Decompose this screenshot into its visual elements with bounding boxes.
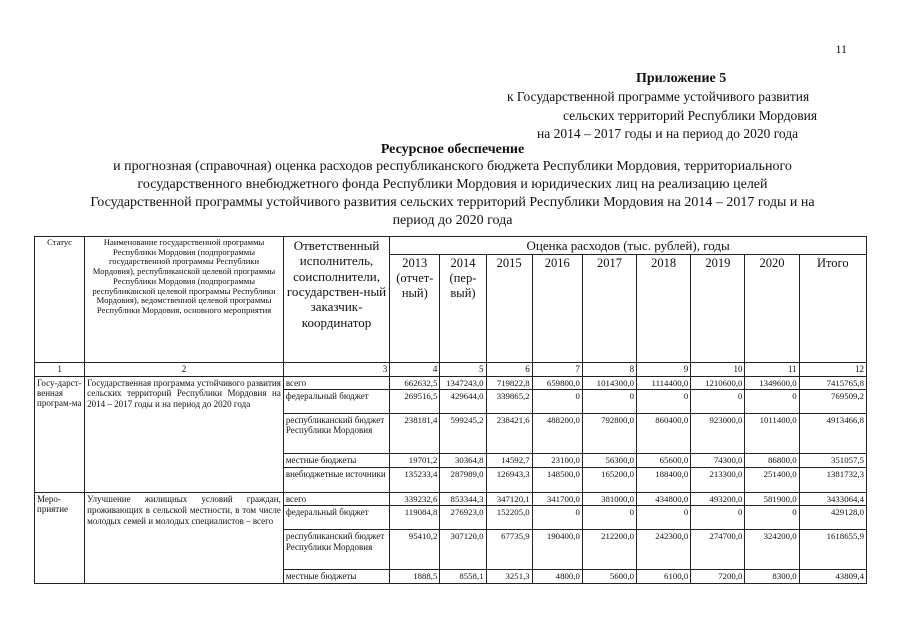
- header-year-2014: 2014 (пер-вый): [440, 255, 486, 363]
- heading-line-4: период до 2020 года: [392, 213, 513, 228]
- value-cell: 662632,5: [390, 376, 440, 389]
- column-number: 2: [85, 363, 284, 376]
- row-status: Госу-дарст-венная програм-ма: [35, 376, 85, 492]
- funding-source: всего: [283, 493, 389, 506]
- column-number: 11: [745, 363, 799, 376]
- header-total: Итого: [799, 255, 866, 363]
- table-row: [35, 493, 867, 506]
- value-cell: 0: [532, 506, 582, 530]
- value-cell: 74300,0: [691, 454, 745, 468]
- header-year-2015: 2015: [486, 255, 532, 363]
- resource-table: [34, 236, 867, 584]
- column-number: 3: [283, 363, 389, 376]
- value-cell: 0: [582, 390, 636, 414]
- value-cell: 488200,0: [532, 414, 582, 454]
- row-program-name: Улучшение жилищных условий граждан, проживающих в сельской местности, в том числе молодых семей и молодых специалистов – всего: [85, 493, 284, 584]
- value-cell: 86800,0: [745, 454, 799, 468]
- value-cell: 1381732,3: [799, 468, 866, 493]
- column-number: 7: [532, 363, 582, 376]
- value-cell: 135233,4: [390, 468, 440, 493]
- column-number: 12: [799, 363, 866, 376]
- value-cell: 212200,0: [582, 530, 636, 570]
- value-cell: 339232,6: [390, 493, 440, 506]
- column-number: 6: [486, 363, 532, 376]
- page-number: 11: [835, 42, 847, 56]
- value-cell: 1210600,0: [691, 376, 745, 389]
- value-cell: 429128,0: [799, 506, 866, 530]
- funding-source: местные бюджеты: [283, 454, 389, 468]
- value-cell: 0: [745, 390, 799, 414]
- value-cell: 165200,0: [582, 468, 636, 493]
- value-cell: 242300,0: [637, 530, 691, 570]
- row-status: Меро-приятие: [35, 493, 85, 584]
- value-cell: 7200,0: [691, 570, 745, 584]
- value-cell: 5600,0: [582, 570, 636, 584]
- value-cell: 67735,9: [486, 530, 532, 570]
- value-cell: 307120,0: [440, 530, 486, 570]
- value-cell: 19701,2: [390, 454, 440, 468]
- value-cell: 659800,0: [532, 376, 582, 389]
- value-cell: 152205,0: [486, 506, 532, 530]
- value-cell: 339865,2: [486, 390, 532, 414]
- value-cell: 581900,0: [745, 493, 799, 506]
- value-cell: 7415765,8: [799, 376, 866, 389]
- annex-title: Приложение 5: [636, 71, 727, 86]
- header-expense-estimate: Оценка расходов (тыс. рублей), годы: [390, 237, 867, 255]
- value-cell: 1888,5: [390, 570, 440, 584]
- value-cell: 276923,0: [440, 506, 486, 530]
- value-cell: 238181,4: [390, 414, 440, 454]
- value-cell: 3251,3: [486, 570, 532, 584]
- heading-line-1: и прогнозная (справочная) оценка расходов республиканского бюджета Республики Мордовия, территориального: [113, 159, 792, 174]
- value-cell: 493200,0: [691, 493, 745, 506]
- value-cell: 792800,0: [582, 414, 636, 454]
- value-cell: 1114400,0: [637, 376, 691, 389]
- value-cell: 238421,6: [486, 414, 532, 454]
- value-cell: 0: [637, 506, 691, 530]
- value-cell: 347120,1: [486, 493, 532, 506]
- annex-line-3: на 2014 – 2017 годы и на период до 2020 года: [537, 126, 799, 141]
- value-cell: 126943,3: [486, 468, 532, 493]
- value-cell: 351057,5: [799, 454, 866, 468]
- value-cell: 341700,0: [532, 493, 582, 506]
- value-cell: 324200,0: [745, 530, 799, 570]
- funding-source: республиканский бюджет Республики Мордовия: [283, 530, 389, 570]
- value-cell: 95410,2: [390, 530, 440, 570]
- column-number: 1: [35, 363, 85, 376]
- row-program-name: Государственная программа устойчивого развития сельских территорий Республики Мордовия на 2014 – 2017 годы и на период до 2020 года: [85, 376, 284, 492]
- value-cell: 4800,0: [532, 570, 582, 584]
- funding-source: федеральный бюджет: [283, 390, 389, 414]
- column-number: 9: [637, 363, 691, 376]
- value-cell: 8558,1: [440, 570, 486, 584]
- header-responsible: Ответственный исполнитель, соисполнители, государствен-ный заказчик-координатор: [283, 237, 389, 363]
- value-cell: 14592,7: [486, 454, 532, 468]
- value-cell: 3433064,4: [799, 493, 866, 506]
- value-cell: 0: [532, 390, 582, 414]
- heading-line-2: государственного внебюджетного фонда Республики Мордовия и юридических лиц на реализацию целей: [137, 177, 768, 192]
- value-cell: 599245,2: [440, 414, 486, 454]
- value-cell: 190400,0: [532, 530, 582, 570]
- document-heading: Ресурсное обеспечение: [380, 142, 525, 157]
- value-cell: 269516,5: [390, 390, 440, 414]
- value-cell: 0: [637, 390, 691, 414]
- value-cell: 56300,0: [582, 454, 636, 468]
- column-number: 5: [440, 363, 486, 376]
- value-cell: 1349600,0: [745, 376, 799, 389]
- value-cell: 0: [745, 506, 799, 530]
- header-year-2019: 2019: [691, 255, 745, 363]
- value-cell: 274700,0: [691, 530, 745, 570]
- value-cell: 4913466,8: [799, 414, 866, 454]
- value-cell: 6100,0: [637, 570, 691, 584]
- header-year-2020: 2020: [745, 255, 799, 363]
- funding-source: внебюджетные источники: [283, 468, 389, 493]
- value-cell: 188400,0: [637, 468, 691, 493]
- value-cell: 0: [691, 390, 745, 414]
- value-cell: 1618655,9: [799, 530, 866, 570]
- value-cell: 1011400,0: [745, 414, 799, 454]
- annex-line-2: сельских территорий Республики Мордовия: [563, 108, 818, 123]
- value-cell: 119084,8: [390, 506, 440, 530]
- value-cell: 0: [582, 506, 636, 530]
- table-row: [35, 376, 867, 389]
- value-cell: 381000,0: [582, 493, 636, 506]
- header-year-2013: 2013 (отчет-ный): [390, 255, 440, 363]
- value-cell: 43809,4: [799, 570, 866, 584]
- value-cell: 251400,0: [745, 468, 799, 493]
- funding-source: федеральный бюджет: [283, 506, 389, 530]
- value-cell: 1014300,0: [582, 376, 636, 389]
- value-cell: 860400,0: [637, 414, 691, 454]
- header-status: Статус: [35, 237, 85, 363]
- header-year-2018: 2018: [637, 255, 691, 363]
- value-cell: 287989,0: [440, 468, 486, 493]
- value-cell: 719822,8: [486, 376, 532, 389]
- value-cell: 434800,0: [637, 493, 691, 506]
- header-year-2016: 2016: [532, 255, 582, 363]
- value-cell: 429644,0: [440, 390, 486, 414]
- header-year-2017: 2017: [582, 255, 636, 363]
- column-number: 10: [691, 363, 745, 376]
- value-cell: 213300,0: [691, 468, 745, 493]
- value-cell: 853344,3: [440, 493, 486, 506]
- value-cell: 30364,8: [440, 454, 486, 468]
- column-number: 8: [582, 363, 636, 376]
- funding-source: местные бюджеты: [283, 570, 389, 584]
- annex-line-1: к Государственной программе устойчивого развития: [507, 89, 810, 104]
- column-number-row: [35, 363, 867, 376]
- value-cell: 65600,0: [637, 454, 691, 468]
- funding-source: всего: [283, 376, 389, 389]
- value-cell: 148500,0: [532, 468, 582, 493]
- value-cell: 769509,2: [799, 390, 866, 414]
- funding-source: республиканский бюджет Республики Мордовия: [283, 414, 389, 454]
- value-cell: 23100,0: [532, 454, 582, 468]
- value-cell: 8300,0: [745, 570, 799, 584]
- header-program-name: Наименование государственной программы Республики Мордовия (подпрограммы государственной программы Республики Мордовия), республиканской целевой программы Республики Мордовия (подпрограммы республиканской целевой программы Республики Мордовия), ведомственной целевой программы Республики Мордовия, основного мероприятия: [85, 237, 284, 363]
- column-number: 4: [390, 363, 440, 376]
- value-cell: 1347243,0: [440, 376, 486, 389]
- value-cell: 0: [691, 506, 745, 530]
- value-cell: 923000,0: [691, 414, 745, 454]
- heading-line-3: Государственной программы устойчивого развития сельских территорий Республики Мордовия на 2014 – 2017 годы и на: [90, 195, 815, 210]
